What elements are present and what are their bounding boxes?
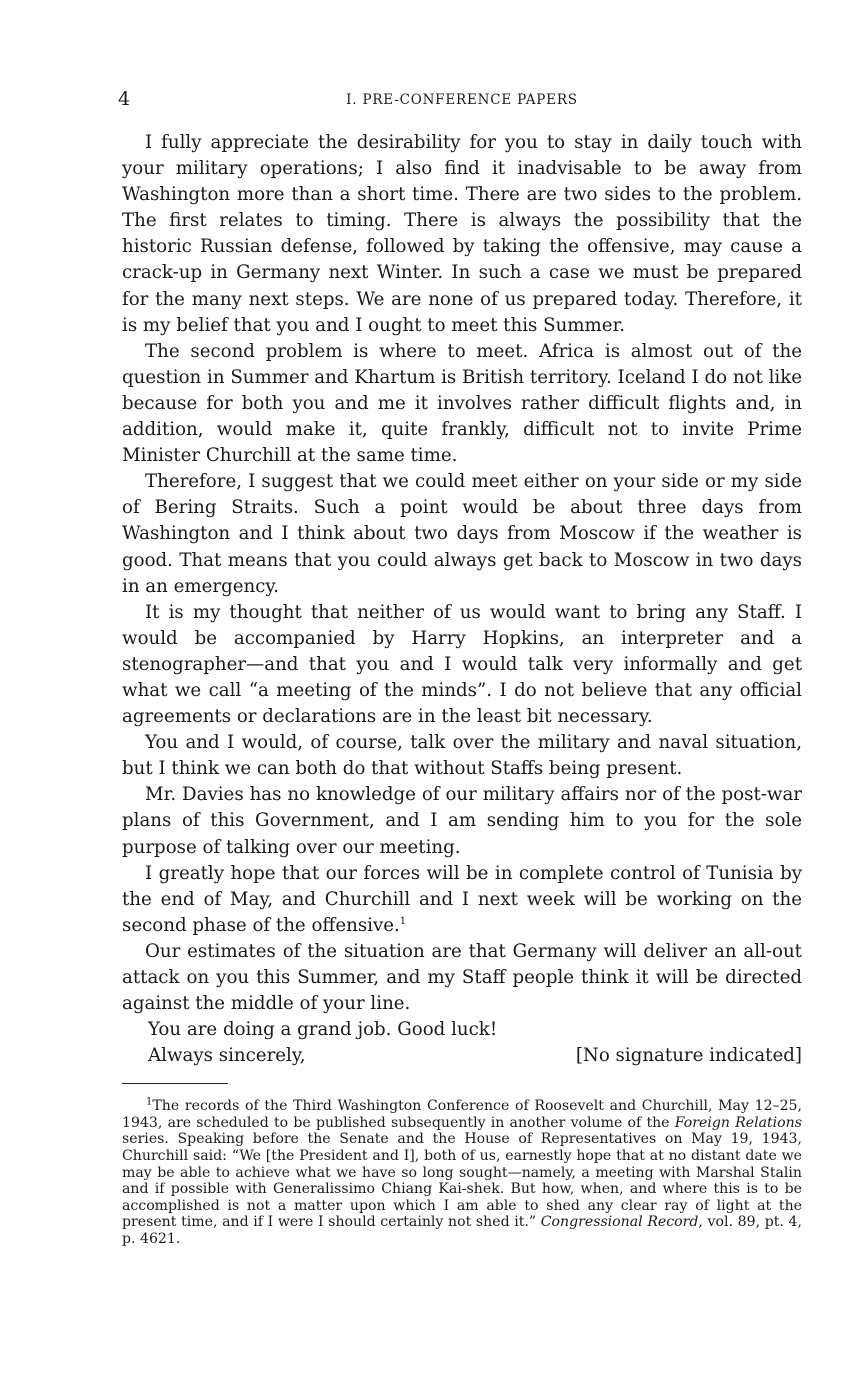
footnote-source-detail: , vol. 89, pt. 4, p. 4621.: [122, 1214, 802, 1248]
signature-note: [No signature indicated]: [575, 1045, 802, 1067]
sign-off-row: [122, 1043, 802, 1069]
paragraph-4: It is my thought that neither of us would want to bring any Staff. I would be accompanied by Harry Hopkins, an interpreter and a stenographer—and that you and I would talk very informally and get what we call “a meeting of the minds”. I do not believe that any official agreements or declarations are in the least bit necessary.: [122, 601, 802, 728]
page-number: 4: [118, 88, 131, 110]
letter-body: [122, 130, 802, 1069]
paragraph-6: Mr. Davies has no knowledge of our military affairs nor of the post-war plans of this Government, and I am sending him to you for the sole purpose of talking over our meeting.: [122, 784, 802, 858]
closing-line: You are doing a grand job. Good luck!: [148, 1019, 498, 1041]
running-head-title: I. PRE-CONFERENCE PAPERS: [346, 92, 578, 108]
footnote: [122, 1098, 802, 1247]
footnote-source-title: Congressional Record: [540, 1214, 699, 1231]
paragraph-3: Therefore, I suggest that we could meet either on your side or my side of Bering Straits. Such a point would be about three days from Washington and I think about two days from Moscow if the weather is good. That means that you could always get back to Moscow in two days in an emergency.: [122, 471, 802, 597]
sign-off: Always sincerely,: [148, 1045, 306, 1067]
paragraph-1: I fully appreciate the desirability for you to stay in daily touch with your military operations; I also find it inadvisable to be away from Washington more than a short time. There are two sides to the problem. The first relates to timing. There is always the possibility that the historic Russian defense, followed by taking the offensive, may cause a crack-up in Germany next Winter. In such a case we must be prepared for the many next steps. We are none of us prepared today. Therefore, it is my belief that you and I ought to meet this Summer.: [122, 132, 802, 336]
footnote-text-part-1: The records of the Third Washington Conference of Roosevelt and Churchill, May 12–25, 1943, are scheduled to be published subsequently in another volume of the: [122, 1098, 802, 1131]
footnote-marker: 1: [146, 1096, 153, 1108]
footnote-reference-marker: 1: [399, 915, 407, 927]
paragraph-2: The second problem is where to meet. Africa is almost out of the question in Summer and Khartum is British territory. Iceland I do not like because for both you and me it involves rather difficult flights and, in addition, would make it, quite frankly, difficult not to invite Prime Minister Churchill at the same time.: [122, 340, 802, 467]
paragraph-8: Our estimates of the situation are that Germany will deliver an all-out attack on you this Summer, and my Staff people think it will be directed against the middle of your line.: [122, 940, 802, 1015]
document-page: [118, 88, 802, 1248]
paragraph-5: You and I would, of course, talk over the military and naval situation, but I think we can both do that without Staffs being present.: [122, 732, 802, 780]
paragraph-7-text: I greatly hope that our forces will be in complete control of Tunisia by the end of May, and Churchill and I next week will be working on the second phase of the offensive.: [122, 862, 802, 936]
running-head: [118, 88, 802, 114]
footnote-divider: [122, 1083, 228, 1084]
footnote-series-title: Foreign Relations: [674, 1114, 802, 1131]
paragraph-7: [122, 861, 802, 939]
footnote-text-part-2: series. Speaking before the Senate and the House of Representatives on May 19, 1943, Churchill said: “We [the President and I], both of us, earnestly hope that at no distant date we may be able to achieve what we have so long sought—namely, a meeting with Marshal Stalin and if possible with Generalissimo Chiang Kai-shek. But how, when, and where this is to be accomplished is not a matter upon which I am able to shed any clear ray of light at the present time, and if I were I should certainly not shed it.”: [122, 1131, 802, 1231]
